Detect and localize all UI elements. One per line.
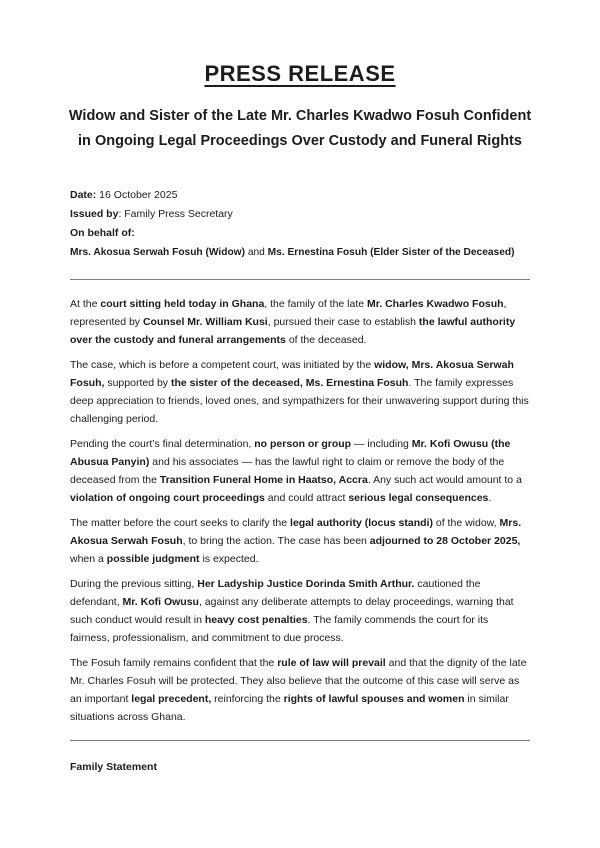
document-title: PRESS RELEASE	[204, 61, 396, 86]
bold-text-run: Date:	[70, 189, 97, 201]
paragraph	[70, 575, 530, 647]
paragraph	[70, 435, 530, 507]
bold-text-run: Mrs. Akosua Serwah Fosuh	[70, 517, 522, 547]
text-run: , to bring the action. The case has been	[182, 535, 370, 547]
text-run: During the previous sitting,	[70, 578, 198, 590]
text-run: and his associates — has the lawful right to claim or remove the body of the deceased from the	[70, 456, 505, 486]
meta-line-date	[70, 186, 530, 205]
bold-text-run: the lawful authority over the custody and funeral arrangements	[70, 316, 516, 346]
text-run: is expected.	[199, 553, 259, 565]
bold-text-run: Mr. Kofi Owusu (the Abusua Panyin)	[70, 438, 511, 468]
bold-text-run: Mrs. Akosua Serwah Fosuh (Widow)	[70, 247, 245, 258]
paragraph	[70, 356, 530, 428]
text-run: 16 October 2025	[96, 189, 178, 201]
text-run: , against any deliberate attempts to delay proceedings, warning that such conduct would result in	[70, 596, 514, 626]
text-run: . The family expresses deep appreciation to friends, loved ones, and sympathizers for their unwavering support during this challenging period.	[70, 377, 529, 425]
text-run: and could attract	[264, 492, 349, 504]
bold-text-run: Issued by	[70, 208, 119, 220]
document-body	[70, 295, 530, 726]
bold-text-run: adjourned to 28 October 2025,	[369, 535, 521, 547]
bold-text-run: Ms. Ernestina Fosuh (Elder Sister of the Deceased)	[267, 247, 515, 258]
meta-line-principals	[70, 243, 530, 262]
bold-text-run: Transition Funeral Home in Haatso, Accra	[159, 474, 368, 486]
bold-text-run: legal precedent,	[131, 693, 212, 705]
text-run: — including	[351, 438, 412, 450]
text-run: The case, which is before a competent court, was initiated by the	[70, 359, 375, 371]
meta-block	[70, 186, 530, 262]
text-run: , pursued their case to establish	[267, 316, 419, 328]
bold-text-run: court sitting held today in Ghana	[100, 298, 265, 310]
text-run: The matter before the court seeks to clarify the	[70, 517, 291, 529]
paragraph	[70, 654, 530, 726]
text-run: , represented by	[70, 298, 507, 328]
text-run: in similar situations across Ghana.	[70, 693, 509, 723]
bold-text-run: rule of law will prevail	[277, 657, 386, 669]
bold-text-run: legal authority (locus standi)	[290, 517, 433, 529]
bold-text-run: On behalf of:	[70, 227, 135, 239]
bold-text-run: the sister of the deceased, Ms. Ernestina Fosuh	[170, 377, 409, 389]
document-subtitle	[70, 104, 530, 154]
bold-text-run: violation of ongoing court proceedings	[70, 492, 265, 504]
text-run: and that the dignity of the late Mr. Charles Fosuh will be protected. They also believe that the outcome of this case will serve as an important	[70, 657, 527, 705]
subtitle-line-2: in Ongoing Legal Proceedings Over Custody and Funeral Rights	[78, 133, 522, 149]
text-run: . The family commends the court for its fairness, professionalism, and commitment to due process.	[70, 614, 489, 644]
paragraph	[70, 514, 530, 568]
text-run: . Any such act would amount to a	[367, 474, 522, 486]
text-run: reinforcing the	[211, 693, 284, 705]
bold-text-run: Counsel Mr. William Kusi	[142, 316, 268, 328]
text-run: , the family of the late	[264, 298, 368, 310]
text-run: : Family Press Secretary	[118, 208, 233, 220]
bottom-divider	[70, 740, 530, 741]
text-run: Pending the court’s final determination,	[70, 438, 255, 450]
bold-text-run: widow, Mrs. Akosua Serwah Fosuh,	[70, 359, 514, 389]
text-run: of the deceased.	[285, 334, 367, 346]
text-run: supported by	[104, 377, 171, 389]
text-run: and	[245, 247, 268, 258]
top-divider	[70, 279, 530, 280]
subtitle-line-1: Widow and Sister of the Late Mr. Charles Kwadwo Fosuh Confident	[68, 108, 532, 124]
bold-text-run: serious legal consequences	[348, 492, 489, 504]
paragraph	[70, 295, 530, 349]
bold-text-run: no person or group	[254, 438, 352, 450]
text-run: .	[488, 492, 492, 504]
bold-text-run: Mr. Charles Kwadwo Fosuh	[367, 298, 504, 310]
meta-line-on-behalf-of	[70, 224, 530, 243]
bold-text-run: Mr. Kofi Owusu	[122, 596, 199, 608]
text-run: cautioned the defendant,	[70, 578, 481, 608]
family-statement-heading: Family Statement	[70, 761, 157, 773]
bold-text-run: rights of lawful spouses and women	[283, 693, 465, 705]
text-run: The Fosuh family remains confident that the	[70, 657, 278, 669]
text-run: when a	[70, 553, 107, 565]
text-run: At the	[70, 298, 101, 310]
meta-line-issued-by	[70, 205, 530, 224]
bold-text-run: Her Ladyship Justice Dorinda Smith Arthur.	[197, 578, 415, 590]
bold-text-run: heavy cost penalties	[204, 614, 308, 626]
text-run: of the widow,	[432, 517, 500, 529]
bold-text-run: possible judgment	[106, 553, 200, 565]
